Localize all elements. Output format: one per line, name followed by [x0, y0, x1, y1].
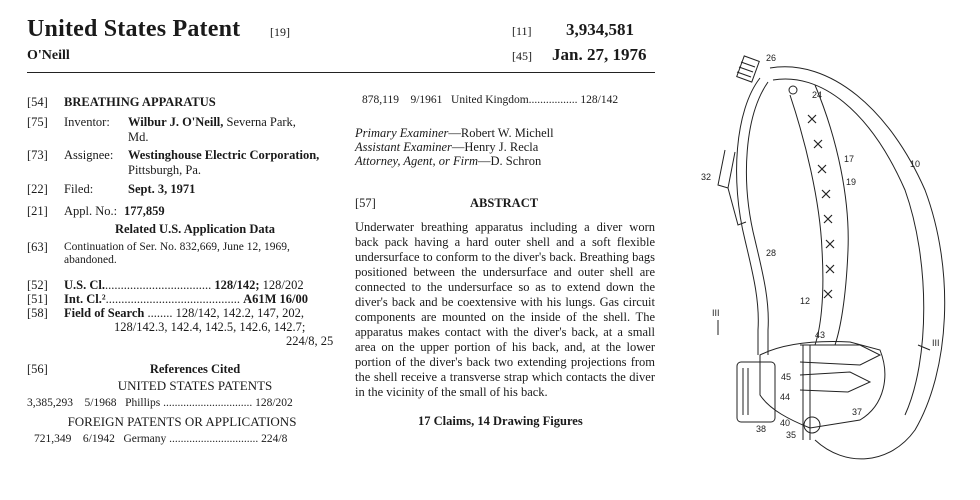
label-43: 43: [815, 330, 826, 340]
invention-title: BREATHING APPARATUS: [64, 95, 216, 109]
primary-examiner: Primary Examiner—Robert W. Michell: [355, 126, 554, 140]
abstract-text: Underwater breathing apparatus including a diver worn back pack having a hard outer shell and a soft flexible undersurface to conform to the diver's back. Breathing bags positioned between the undersurface and outer shell are connected to the undersurface so as to extend down the diver's back and be coextensive with his lungs. Gas circuit components are mounted on the inside of the shell. The apparatus makes contact with the diver's back, at a small area on the upper portion of his back, and, at the lower portion of the diver's back two extending projections from the shell receive a transverse strap which contacts the diver in the vicinity of the small of his back.: [355, 220, 655, 399]
assistant-examiner: Assistant Examiner—Henry J. Recla: [355, 140, 539, 154]
appl-label: Appl. No.:: [64, 204, 118, 218]
label-17: 17: [844, 154, 855, 164]
field-code: [73]: [27, 148, 48, 162]
assignee-name: Westinghouse Electric Corporation,: [128, 148, 320, 162]
field-code: [58]: [27, 306, 48, 320]
field-code: [51]: [27, 292, 48, 306]
patent-date: Jan. 27, 1976: [552, 45, 647, 64]
attorney: Attorney, Agent, or Firm—D. Schron: [355, 154, 542, 168]
label-37: 37: [852, 407, 863, 417]
label-III-right: III: [932, 338, 940, 348]
label-38: 38: [756, 424, 767, 434]
references-heading: References Cited: [149, 362, 241, 376]
continuation-line1: Continuation of Ser. No. 832,669, June 12, 1969,: [64, 241, 290, 253]
patent-number: 3,934,581: [566, 20, 634, 39]
reference-row: 878,119 9/1961 United Kingdom................. 128/142: [362, 94, 619, 106]
field-code: [54]: [27, 95, 48, 109]
field-code: [52]: [27, 278, 48, 292]
claims-line: 17 Claims, 14 Drawing Figures: [418, 414, 583, 428]
patent-drawing: [690, 40, 980, 500]
date-code: [45]: [512, 49, 532, 63]
filed-label: Filed:: [64, 182, 94, 196]
label-19: 19: [846, 177, 857, 187]
label-26: 26: [766, 53, 777, 63]
inventor-location: Md.: [128, 130, 149, 144]
foreign-patents-heading: FOREIGN PATENTS OR APPLICATIONS: [67, 414, 297, 429]
search-line3: 224/8, 25: [286, 334, 334, 348]
label-12: 12: [800, 296, 811, 306]
label-28: 28: [766, 248, 777, 258]
appl-value: 177,859: [124, 204, 165, 218]
label-III-left: III: [712, 308, 720, 318]
reference-row: 721,349 6/1942 Germany ............................... 224/8: [34, 433, 288, 445]
field-code: [75]: [27, 115, 48, 129]
field-code: [63]: [27, 240, 48, 254]
field-code: [57]: [355, 196, 376, 210]
patent-number-code: [11]: [512, 24, 532, 38]
patent-title-header: United States Patent: [27, 16, 241, 42]
search-line1: Field of Search ........ 128/142, 142.2, 147, 202,: [64, 306, 305, 320]
related-heading: Related U.S. Application Data: [114, 222, 276, 236]
assignee-location: Pittsburgh, Pa.: [128, 163, 202, 177]
uscl-line: U.S. Cl................................... 128/142; 128/202: [64, 278, 304, 292]
search-line2: 128/142.3, 142.4, 142.5, 142.6, 142.7;: [114, 320, 306, 334]
field-code: [21]: [27, 204, 48, 218]
label-24: 24: [812, 90, 823, 100]
lower-pack: [760, 342, 885, 428]
label-32: 32: [701, 172, 712, 182]
inventor-short: O'Neill: [27, 48, 70, 63]
back-strap: [790, 95, 826, 345]
label-45: 45: [781, 372, 792, 382]
continuation-line2: abandoned.: [64, 254, 117, 266]
filed-value: Sept. 3, 1971: [128, 182, 196, 196]
label-35: 35: [786, 430, 797, 440]
title-code: [19]: [270, 25, 290, 39]
inventor-label: Inventor:: [64, 115, 110, 129]
label-44: 44: [780, 392, 791, 402]
assignee-label: Assignee:: [64, 148, 114, 162]
label-40: 40: [780, 418, 791, 428]
reference-row: 3,385,293 5/1968 Phillips ............................... 128/202: [27, 397, 293, 409]
label-10: 10: [910, 159, 921, 169]
field-code: [56]: [27, 362, 48, 376]
outer-shell: [770, 67, 945, 459]
inventor-value: Wilbur J. O'Neill, Severna Park,: [128, 115, 296, 129]
abstract-heading: ABSTRACT: [470, 196, 539, 210]
field-code: [22]: [27, 182, 48, 196]
intcl-line: Int. Cl.²........................................... A61M 16/00: [64, 292, 309, 306]
us-patents-heading: UNITED STATES PATENTS: [117, 378, 273, 393]
hose-tube: [737, 78, 760, 355]
header-rule: [27, 72, 655, 73]
